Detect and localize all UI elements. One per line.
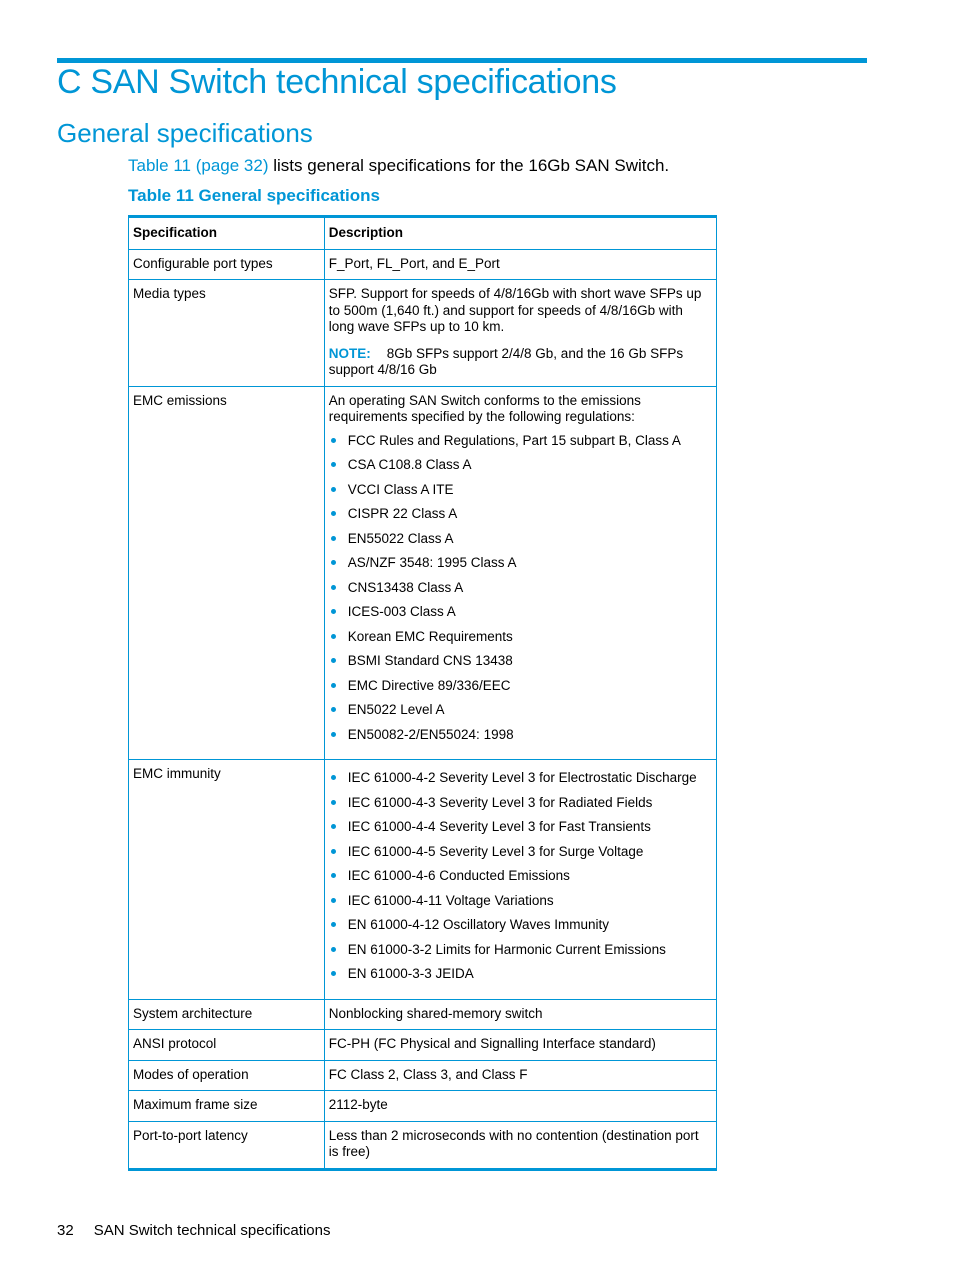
desc-cell: Nonblocking shared-memory switch <box>324 999 716 1030</box>
table-caption: Table 11 General specifications <box>128 186 380 205</box>
list-item: EMC Directive 89/336/EEC <box>329 677 712 702</box>
table-row <box>129 1091 717 1122</box>
desc-cell: FC-PH (FC Physical and Signalling Interface standard) <box>324 1030 716 1061</box>
table-row <box>129 1030 717 1061</box>
immunity-list <box>329 769 712 990</box>
list-item: BSMI Standard CNS 13438 <box>329 652 712 677</box>
desc-cell: F_Port, FL_Port, and E_Port <box>324 249 716 280</box>
page-number: 32 <box>57 1222 74 1239</box>
note-text: 8Gb SFPs support 2/4/8 Gb, and the 16 Gb SFPs support 4/8/16 Gb <box>328 345 684 377</box>
spec-cell: Modes of operation <box>129 1060 325 1091</box>
desc-cell: FC Class 2, Class 3, and Class F <box>324 1060 716 1091</box>
note-label: NOTE: <box>328 345 371 361</box>
spec-cell: Media types <box>129 280 325 387</box>
header-description: Description <box>324 217 716 250</box>
list-item: IEC 61000-4-5 Severity Level 3 for Surge Voltage <box>329 843 712 868</box>
media-types-description: SFP. Support for speeds of 4/8/16Gb with short wave SFPs up to 500m (1,640 ft.) and support for speeds of 4/8/16Gb with long wave SFPs up to 10 km. <box>328 286 702 334</box>
list-item: IEC 61000-4-2 Severity Level 3 for Electrostatic Discharge <box>329 769 712 794</box>
spec-cell: EMC immunity <box>129 760 325 1000</box>
list-item: FCC Rules and Regulations, Part 15 subpart B, Class A <box>329 432 712 457</box>
table-row <box>129 249 717 280</box>
list-item: EN55022 Class A <box>329 530 712 555</box>
chapter-title: C SAN Switch technical specifications <box>57 63 617 101</box>
desc-cell <box>324 760 716 1000</box>
list-item: CISPR 22 Class A <box>329 505 712 530</box>
list-item: EN50082-2/EN55024: 1998 <box>329 726 712 751</box>
list-item: IEC 61000-4-6 Conducted Emissions <box>329 867 712 892</box>
header-specification: Specification <box>129 217 325 250</box>
spec-cell: Configurable port types <box>129 249 325 280</box>
list-item: Korean EMC Requirements <box>329 628 712 653</box>
table-row <box>129 1060 717 1091</box>
spec-cell: Maximum frame size <box>129 1091 325 1122</box>
table-row <box>129 1121 717 1169</box>
spec-cell: Port-to-port latency <box>129 1121 325 1169</box>
emissions-description: An operating SAN Switch conforms to the emissions requirements specified by the following regulations: <box>328 392 641 424</box>
spec-cell: ANSI protocol <box>129 1030 325 1061</box>
desc-cell <box>324 280 716 387</box>
spec-cell: EMC emissions <box>129 386 325 760</box>
table-row <box>129 999 717 1030</box>
list-item: IEC 61000-4-11 Voltage Variations <box>329 892 712 917</box>
general-specifications-table <box>128 215 717 1171</box>
list-item: VCCI Class A ITE <box>329 481 712 506</box>
table-xref-link[interactable]: Table 11 (page 32) <box>128 156 269 175</box>
desc-cell: 2112-byte <box>324 1091 716 1122</box>
table-row <box>129 760 717 1000</box>
page-footer <box>57 1222 330 1239</box>
list-item: EN 61000-3-2 Limits for Harmonic Current Emissions <box>329 941 712 966</box>
section-title: General specifications <box>57 118 313 148</box>
spec-cell: System architecture <box>129 999 325 1030</box>
intro-paragraph <box>128 156 669 176</box>
list-item: ICES-003 Class A <box>329 603 712 628</box>
table-header-row <box>129 217 717 250</box>
list-item: EN 61000-3-3 JEIDA <box>329 965 712 990</box>
list-item: CNS13438 Class A <box>329 579 712 604</box>
list-item: IEC 61000-4-4 Severity Level 3 for Fast Transients <box>329 818 712 843</box>
table-row <box>129 280 717 387</box>
note <box>329 346 712 379</box>
emissions-list <box>329 432 712 751</box>
list-item: CSA C108.8 Class A <box>329 456 712 481</box>
list-item: AS/NZF 3548: 1995 Class A <box>329 554 712 579</box>
list-item: EN5022 Level A <box>329 701 712 726</box>
list-item: IEC 61000-4-3 Severity Level 3 for Radiated Fields <box>329 794 712 819</box>
table-row <box>129 386 717 760</box>
desc-cell: Less than 2 microseconds with no contention (destination port is free) <box>324 1121 716 1169</box>
list-item: EN 61000-4-12 Oscillatory Waves Immunity <box>329 916 712 941</box>
intro-text: lists general specifications for the 16Gb SAN Switch. <box>268 156 670 175</box>
desc-cell <box>324 386 716 760</box>
running-title: SAN Switch technical specifications <box>93 1222 331 1239</box>
